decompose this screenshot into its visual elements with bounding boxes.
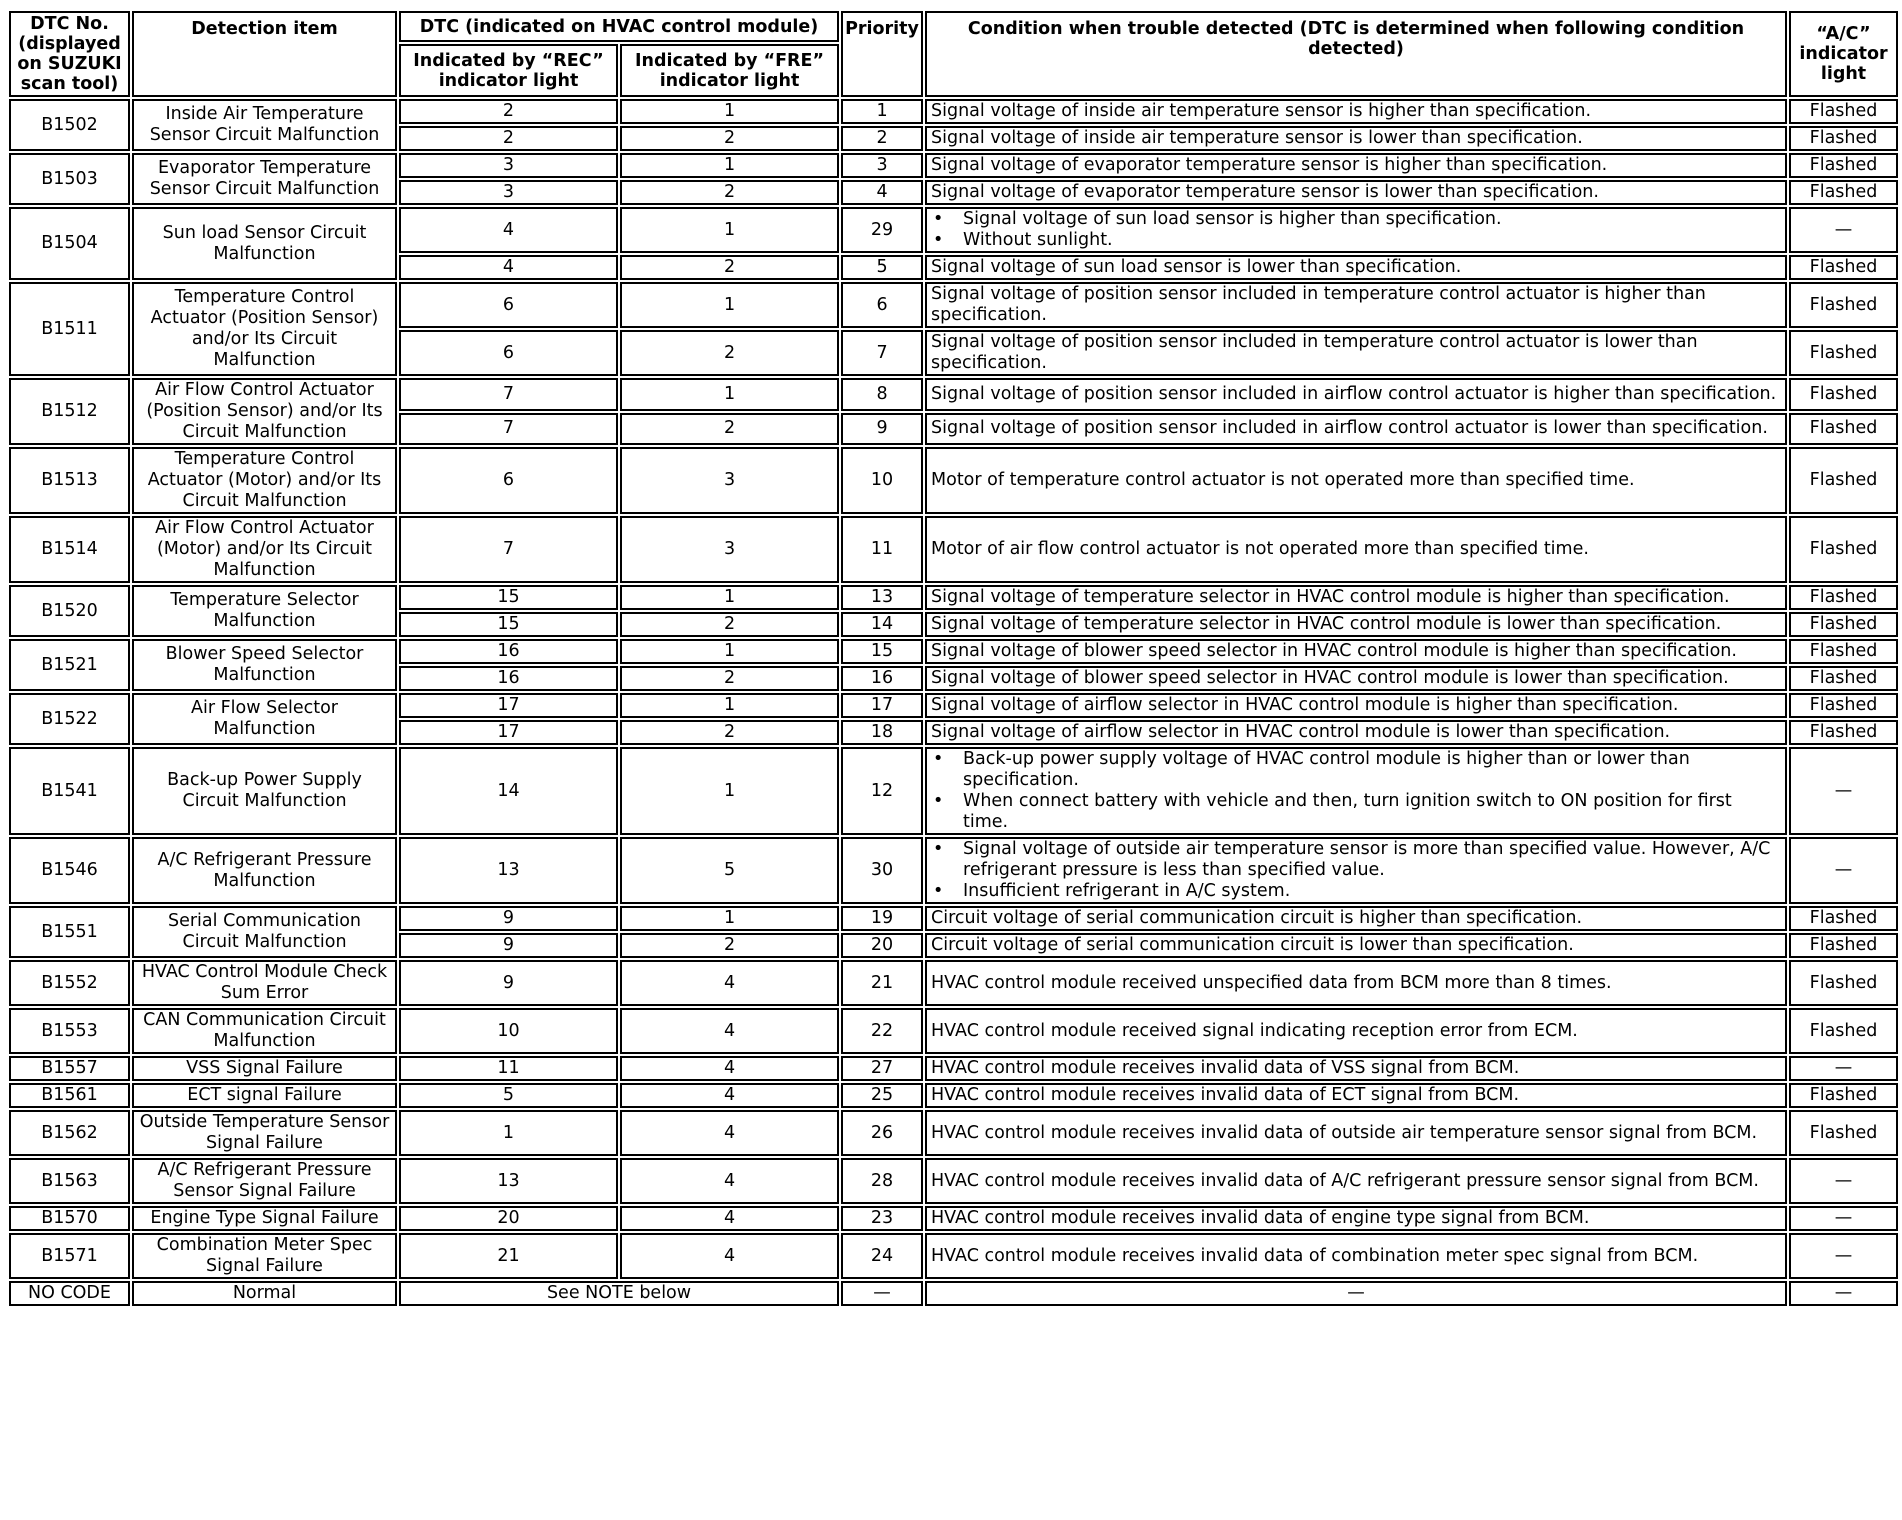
rec-indicator-count: 9 bbox=[399, 933, 618, 958]
rec-indicator-count: 7 bbox=[399, 378, 618, 411]
condition-bullet: • Signal voltage of outside air temperature sensor is more than specified value. However, A/C refrigerant pressure is less than specified value. bbox=[931, 839, 1781, 881]
priority-value: 14 bbox=[841, 612, 923, 637]
ac-indicator-state: — bbox=[1789, 1233, 1898, 1279]
priority-value: 10 bbox=[841, 447, 923, 514]
rec-indicator-count: 9 bbox=[399, 960, 618, 1006]
detection-item: Temperature Control Actuator (Motor) and/or Its Circuit Malfunction bbox=[132, 447, 397, 514]
ac-indicator-state: Flashed bbox=[1789, 906, 1898, 931]
fre-indicator-count: 4 bbox=[620, 1008, 839, 1054]
table-row bbox=[9, 1110, 1898, 1156]
priority-value: 13 bbox=[841, 585, 923, 610]
dtc-table bbox=[7, 9, 1900, 1308]
priority-value: 3 bbox=[841, 153, 923, 178]
dtc-code: B1546 bbox=[9, 837, 130, 904]
dtc-table-body bbox=[9, 99, 1898, 1306]
table-row bbox=[9, 747, 1898, 835]
priority-value: 29 bbox=[841, 207, 923, 253]
trouble-condition: Signal voltage of airflow selector in HVAC control module is higher than specification. bbox=[925, 693, 1787, 718]
trouble-condition: Signal voltage of blower speed selector in HVAC control module is lower than specification. bbox=[925, 666, 1787, 691]
table-row bbox=[9, 153, 1898, 178]
ac-indicator-state: Flashed bbox=[1789, 639, 1898, 664]
detection-item: HVAC Control Module Check Sum Error bbox=[132, 960, 397, 1006]
fre-indicator-count: 1 bbox=[620, 693, 839, 718]
fre-indicator-count: 4 bbox=[620, 1206, 839, 1231]
table-row-no-code bbox=[9, 1281, 1898, 1306]
ac-indicator-state: Flashed bbox=[1789, 585, 1898, 610]
trouble-condition: Circuit voltage of serial communication circuit is higher than specification. bbox=[925, 906, 1787, 931]
table-row bbox=[9, 282, 1898, 328]
trouble-condition: Signal voltage of evaporator temperature sensor is higher than specification. bbox=[925, 153, 1787, 178]
condition-bullet: • Signal voltage of sun load sensor is higher than specification. bbox=[931, 209, 1781, 230]
priority-value: 7 bbox=[841, 330, 923, 376]
trouble-condition: Motor of air flow control actuator is not operated more than specified time. bbox=[925, 516, 1787, 583]
ac-indicator-state: Flashed bbox=[1789, 99, 1898, 124]
ac-indicator-state: — bbox=[1789, 1206, 1898, 1231]
detection-item: ECT signal Failure bbox=[132, 1083, 397, 1108]
rec-indicator-count: 15 bbox=[399, 612, 618, 637]
priority-value: 17 bbox=[841, 693, 923, 718]
rec-indicator-count: 17 bbox=[399, 720, 618, 745]
header-dtc-group: DTC (indicated on HVAC control module) bbox=[399, 11, 839, 42]
dtc-code: B1504 bbox=[9, 207, 130, 280]
table-row bbox=[9, 516, 1898, 583]
fre-indicator-count: 1 bbox=[620, 585, 839, 610]
fre-indicator-count: 2 bbox=[620, 330, 839, 376]
dtc-code: B1552 bbox=[9, 960, 130, 1006]
condition-bullet-list bbox=[931, 839, 1781, 902]
trouble-condition: HVAC control module receives invalid data of engine type signal from BCM. bbox=[925, 1206, 1787, 1231]
header-rec: Indicated by “REC” indicator light bbox=[399, 44, 618, 97]
priority-value: 23 bbox=[841, 1206, 923, 1231]
trouble-condition: Signal voltage of temperature selector in HVAC control module is higher than specification. bbox=[925, 585, 1787, 610]
fre-indicator-count: 3 bbox=[620, 516, 839, 583]
rec-indicator-count: 4 bbox=[399, 255, 618, 280]
trouble-condition bbox=[925, 837, 1787, 904]
priority-value: 30 bbox=[841, 837, 923, 904]
dtc-code: B1571 bbox=[9, 1233, 130, 1279]
ac-indicator-state: Flashed bbox=[1789, 447, 1898, 514]
rec-indicator-count: 11 bbox=[399, 1056, 618, 1081]
table-row bbox=[9, 837, 1898, 904]
table-row bbox=[9, 378, 1898, 411]
priority-value: 25 bbox=[841, 1083, 923, 1108]
detection-item: Temperature Selector Malfunction bbox=[132, 585, 397, 637]
table-row bbox=[9, 447, 1898, 514]
fre-indicator-count: 4 bbox=[620, 1233, 839, 1279]
rec-indicator-count: 6 bbox=[399, 282, 618, 328]
fre-indicator-count: 1 bbox=[620, 378, 839, 411]
ac-indicator-state: Flashed bbox=[1789, 126, 1898, 151]
ac-indicator-state: Flashed bbox=[1789, 282, 1898, 328]
priority-value: 16 bbox=[841, 666, 923, 691]
priority-value: 15 bbox=[841, 639, 923, 664]
rec-indicator-count: 6 bbox=[399, 447, 618, 514]
header-fre: Indicated by “FRE” indicator light bbox=[620, 44, 839, 97]
dtc-code: B1541 bbox=[9, 747, 130, 835]
rec-indicator-count: 2 bbox=[399, 126, 618, 151]
dtc-code: B1522 bbox=[9, 693, 130, 745]
detection-item: Air Flow Control Actuator (Motor) and/or Its Circuit Malfunction bbox=[132, 516, 397, 583]
priority-value: 26 bbox=[841, 1110, 923, 1156]
rec-indicator-count: 13 bbox=[399, 1158, 618, 1204]
dtc-code: B1513 bbox=[9, 447, 130, 514]
rec-indicator-count: 7 bbox=[399, 516, 618, 583]
trouble-condition: — bbox=[925, 1281, 1787, 1306]
detection-item: Air Flow Control Actuator (Position Sensor) and/or Its Circuit Malfunction bbox=[132, 378, 397, 445]
header-condition: Condition when trouble detected (DTC is determined when following condition detected) bbox=[925, 11, 1787, 97]
ac-indicator-state: Flashed bbox=[1789, 666, 1898, 691]
dtc-code: B1563 bbox=[9, 1158, 130, 1204]
priority-value: 28 bbox=[841, 1158, 923, 1204]
dtc-code: B1512 bbox=[9, 378, 130, 445]
ac-indicator-state: Flashed bbox=[1789, 153, 1898, 178]
see-note: See NOTE below bbox=[399, 1281, 839, 1306]
fre-indicator-count: 2 bbox=[620, 255, 839, 280]
table-row bbox=[9, 1083, 1898, 1108]
priority-value: 22 bbox=[841, 1008, 923, 1054]
ac-indicator-state: Flashed bbox=[1789, 516, 1898, 583]
trouble-condition: Motor of temperature control actuator is not operated more than specified time. bbox=[925, 447, 1787, 514]
trouble-condition: Signal voltage of inside air temperature sensor is higher than specification. bbox=[925, 99, 1787, 124]
dtc-table-container bbox=[7, 9, 1900, 1308]
priority-value: 8 bbox=[841, 378, 923, 411]
ac-indicator-state: Flashed bbox=[1789, 378, 1898, 411]
dtc-code: B1551 bbox=[9, 906, 130, 958]
trouble-condition: HVAC control module receives invalid data of ECT signal from BCM. bbox=[925, 1083, 1787, 1108]
trouble-condition: HVAC control module received unspecified data from BCM more than 8 times. bbox=[925, 960, 1787, 1006]
ac-indicator-state: Flashed bbox=[1789, 413, 1898, 446]
priority-value: 18 bbox=[841, 720, 923, 745]
ac-indicator-state: — bbox=[1789, 1281, 1898, 1306]
priority-value: 9 bbox=[841, 413, 923, 446]
trouble-condition: HVAC control module receives invalid data of combination meter spec signal from BCM. bbox=[925, 1233, 1787, 1279]
detection-item: VSS Signal Failure bbox=[132, 1056, 397, 1081]
rec-indicator-count: 2 bbox=[399, 99, 618, 124]
detection-item: Temperature Control Actuator (Position Sensor) and/or Its Circuit Malfunction bbox=[132, 282, 397, 376]
dtc-code: B1521 bbox=[9, 639, 130, 691]
ac-indicator-state: Flashed bbox=[1789, 330, 1898, 376]
fre-indicator-count: 2 bbox=[620, 126, 839, 151]
rec-indicator-count: 14 bbox=[399, 747, 618, 835]
rec-indicator-count: 1 bbox=[399, 1110, 618, 1156]
rec-indicator-count: 16 bbox=[399, 639, 618, 664]
ac-indicator-state: Flashed bbox=[1789, 180, 1898, 205]
trouble-condition: Signal voltage of position sensor included in airflow control actuator is lower than specification. bbox=[925, 413, 1787, 446]
rec-indicator-count: 3 bbox=[399, 153, 618, 178]
fre-indicator-count: 1 bbox=[620, 153, 839, 178]
fre-indicator-count: 4 bbox=[620, 1056, 839, 1081]
detection-item: Normal bbox=[132, 1281, 397, 1306]
fre-indicator-count: 1 bbox=[620, 747, 839, 835]
rec-indicator-count: 9 bbox=[399, 906, 618, 931]
priority-value: 21 bbox=[841, 960, 923, 1006]
trouble-condition: Signal voltage of airflow selector in HVAC control module is lower than specification. bbox=[925, 720, 1787, 745]
ac-indicator-state: — bbox=[1789, 207, 1898, 253]
priority-value: 27 bbox=[841, 1056, 923, 1081]
header-priority: Priority bbox=[841, 11, 923, 97]
detection-item: Serial Communication Circuit Malfunction bbox=[132, 906, 397, 958]
dtc-code: NO CODE bbox=[9, 1281, 130, 1306]
priority-value: 11 bbox=[841, 516, 923, 583]
table-row bbox=[9, 99, 1898, 124]
priority-value: 4 bbox=[841, 180, 923, 205]
fre-indicator-count: 2 bbox=[620, 666, 839, 691]
fre-indicator-count: 1 bbox=[620, 282, 839, 328]
rec-indicator-count: 21 bbox=[399, 1233, 618, 1279]
ac-indicator-state: Flashed bbox=[1789, 255, 1898, 280]
fre-indicator-count: 1 bbox=[620, 639, 839, 664]
trouble-condition: HVAC control module receives invalid data of outside air temperature sensor signal from BCM. bbox=[925, 1110, 1787, 1156]
fre-indicator-count: 2 bbox=[620, 180, 839, 205]
ac-indicator-state: Flashed bbox=[1789, 612, 1898, 637]
fre-indicator-count: 4 bbox=[620, 1110, 839, 1156]
condition-bullet: • Insufficient refrigerant in A/C system. bbox=[931, 881, 1781, 902]
detection-item: Blower Speed Selector Malfunction bbox=[132, 639, 397, 691]
fre-indicator-count: 4 bbox=[620, 960, 839, 1006]
trouble-condition: Signal voltage of position sensor included in airflow control actuator is higher than specification. bbox=[925, 378, 1787, 411]
fre-indicator-count: 3 bbox=[620, 447, 839, 514]
trouble-condition: Signal voltage of inside air temperature sensor is lower than specification. bbox=[925, 126, 1787, 151]
fre-indicator-count: 2 bbox=[620, 612, 839, 637]
fre-indicator-count: 4 bbox=[620, 1158, 839, 1204]
trouble-condition: Signal voltage of evaporator temperature sensor is lower than specification. bbox=[925, 180, 1787, 205]
rec-indicator-count: 20 bbox=[399, 1206, 618, 1231]
ac-indicator-state: Flashed bbox=[1789, 960, 1898, 1006]
rec-indicator-count: 16 bbox=[399, 666, 618, 691]
detection-item: Back-up Power Supply Circuit Malfunction bbox=[132, 747, 397, 835]
priority-value: 24 bbox=[841, 1233, 923, 1279]
ac-indicator-state: — bbox=[1789, 1056, 1898, 1081]
dtc-code: B1502 bbox=[9, 99, 130, 151]
table-row bbox=[9, 207, 1898, 253]
detection-item: A/C Refrigerant Pressure Malfunction bbox=[132, 837, 397, 904]
table-row bbox=[9, 960, 1898, 1006]
dtc-code: B1514 bbox=[9, 516, 130, 583]
dtc-code: B1553 bbox=[9, 1008, 130, 1054]
ac-indicator-state: Flashed bbox=[1789, 693, 1898, 718]
ac-indicator-state: — bbox=[1789, 1158, 1898, 1204]
ac-indicator-state: Flashed bbox=[1789, 720, 1898, 745]
table-row bbox=[9, 1206, 1898, 1231]
ac-indicator-state: Flashed bbox=[1789, 1110, 1898, 1156]
ac-indicator-state: — bbox=[1789, 837, 1898, 904]
table-row bbox=[9, 585, 1898, 610]
rec-indicator-count: 15 bbox=[399, 585, 618, 610]
condition-bullet-list bbox=[931, 209, 1781, 251]
table-row bbox=[9, 693, 1898, 718]
priority-value: 1 bbox=[841, 99, 923, 124]
priority-value: 19 bbox=[841, 906, 923, 931]
rec-indicator-count: 5 bbox=[399, 1083, 618, 1108]
priority-value: — bbox=[841, 1281, 923, 1306]
detection-item: Air Flow Selector Malfunction bbox=[132, 693, 397, 745]
dtc-code: B1562 bbox=[9, 1110, 130, 1156]
fre-indicator-count: 2 bbox=[620, 933, 839, 958]
trouble-condition: HVAC control module received signal indicating reception error from ECM. bbox=[925, 1008, 1787, 1054]
trouble-condition: Signal voltage of temperature selector in HVAC control module is lower than specification. bbox=[925, 612, 1787, 637]
header-dtc-no: DTC No. (displayed on SUZUKI scan tool) bbox=[9, 11, 130, 97]
table-row bbox=[9, 1056, 1898, 1081]
table-row bbox=[9, 1008, 1898, 1054]
fre-indicator-count: 5 bbox=[620, 837, 839, 904]
header-detection-item: Detection item bbox=[132, 11, 397, 97]
trouble-condition: HVAC control module receives invalid data of A/C refrigerant pressure sensor signal from BCM. bbox=[925, 1158, 1787, 1204]
dtc-code: B1503 bbox=[9, 153, 130, 205]
dtc-code: B1561 bbox=[9, 1083, 130, 1108]
fre-indicator-count: 4 bbox=[620, 1083, 839, 1108]
condition-bullet-list bbox=[931, 749, 1781, 833]
detection-item: Inside Air Temperature Sensor Circuit Malfunction bbox=[132, 99, 397, 151]
detection-item: CAN Communication Circuit Malfunction bbox=[132, 1008, 397, 1054]
ac-indicator-state: — bbox=[1789, 747, 1898, 835]
condition-bullet: • Without sunlight. bbox=[931, 230, 1781, 251]
trouble-condition bbox=[925, 747, 1787, 835]
table-row bbox=[9, 639, 1898, 664]
rec-indicator-count: 4 bbox=[399, 207, 618, 253]
trouble-condition: Circuit voltage of serial communication circuit is lower than specification. bbox=[925, 933, 1787, 958]
condition-bullet: • Back-up power supply voltage of HVAC control module is higher than or lower than specification. bbox=[931, 749, 1781, 791]
detection-item: Engine Type Signal Failure bbox=[132, 1206, 397, 1231]
trouble-condition: HVAC control module receives invalid data of VSS signal from BCM. bbox=[925, 1056, 1787, 1081]
rec-indicator-count: 17 bbox=[399, 693, 618, 718]
trouble-condition: Signal voltage of blower speed selector in HVAC control module is higher than specification. bbox=[925, 639, 1787, 664]
priority-value: 6 bbox=[841, 282, 923, 328]
ac-indicator-state: Flashed bbox=[1789, 933, 1898, 958]
fre-indicator-count: 1 bbox=[620, 906, 839, 931]
trouble-condition: Signal voltage of sun load sensor is lower than specification. bbox=[925, 255, 1787, 280]
fre-indicator-count: 1 bbox=[620, 99, 839, 124]
detection-item: Combination Meter Spec Signal Failure bbox=[132, 1233, 397, 1279]
table-row bbox=[9, 906, 1898, 931]
trouble-condition: Signal voltage of position sensor included in temperature control actuator is higher than specification. bbox=[925, 282, 1787, 328]
rec-indicator-count: 10 bbox=[399, 1008, 618, 1054]
trouble-condition: Signal voltage of position sensor included in temperature control actuator is lower than specification. bbox=[925, 330, 1787, 376]
trouble-condition bbox=[925, 207, 1787, 253]
rec-indicator-count: 6 bbox=[399, 330, 618, 376]
ac-indicator-state: Flashed bbox=[1789, 1083, 1898, 1108]
header-ac-indicator: “A/C” indicator light bbox=[1789, 11, 1898, 97]
priority-value: 5 bbox=[841, 255, 923, 280]
priority-value: 12 bbox=[841, 747, 923, 835]
rec-indicator-count: 7 bbox=[399, 413, 618, 446]
dtc-code: B1557 bbox=[9, 1056, 130, 1081]
detection-item: A/C Refrigerant Pressure Sensor Signal Failure bbox=[132, 1158, 397, 1204]
fre-indicator-count: 1 bbox=[620, 207, 839, 253]
detection-item: Outside Temperature Sensor Signal Failure bbox=[132, 1110, 397, 1156]
detection-item: Sun load Sensor Circuit Malfunction bbox=[132, 207, 397, 280]
dtc-code: B1511 bbox=[9, 282, 130, 376]
dtc-code: B1570 bbox=[9, 1206, 130, 1231]
fre-indicator-count: 2 bbox=[620, 413, 839, 446]
table-row bbox=[9, 1158, 1898, 1204]
rec-indicator-count: 3 bbox=[399, 180, 618, 205]
priority-value: 2 bbox=[841, 126, 923, 151]
condition-bullet: • When connect battery with vehicle and then, turn ignition switch to ON position for first time. bbox=[931, 791, 1781, 833]
fre-indicator-count: 2 bbox=[620, 720, 839, 745]
priority-value: 20 bbox=[841, 933, 923, 958]
dtc-code: B1520 bbox=[9, 585, 130, 637]
ac-indicator-state: Flashed bbox=[1789, 1008, 1898, 1054]
rec-indicator-count: 13 bbox=[399, 837, 618, 904]
table-row bbox=[9, 1233, 1898, 1279]
detection-item: Evaporator Temperature Sensor Circuit Malfunction bbox=[132, 153, 397, 205]
